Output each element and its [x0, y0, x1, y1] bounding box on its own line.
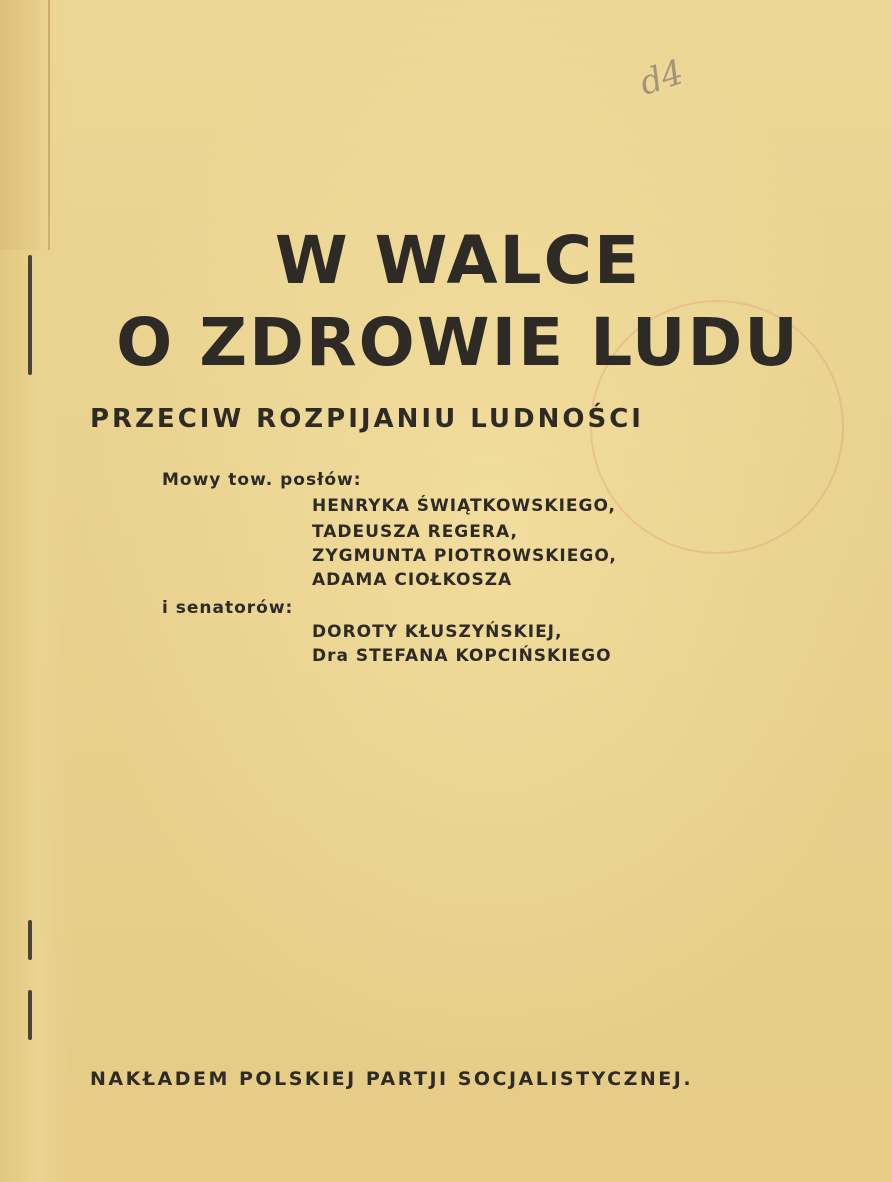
staple-lower: [28, 990, 32, 1040]
senator-name: Dra STEFANA KOPCIŃSKIEGO: [312, 646, 612, 666]
title-line-1: W WALCE: [274, 222, 642, 299]
torn-paper-edge: [0, 0, 50, 250]
deputy-name: ADAMA CIOŁKOSZA: [312, 570, 513, 590]
handwritten-pencil-note: d4: [634, 52, 689, 104]
staple-bottom: [28, 920, 32, 960]
deputy-name: HENRYKA ŚWIĄTKOWSKIEGO,: [312, 496, 616, 516]
speeches-label: Mowy tow. posłów:: [162, 470, 362, 490]
senator-name: DOROTY KŁUSZYŃSKIEJ,: [312, 622, 563, 642]
deputy-name: TADEUSZA REGERA,: [312, 522, 518, 542]
deputy-name: ZYGMUNTA PIOTROWSKIEGO,: [312, 546, 617, 566]
title-line-2: O ZDROWIE LUDU: [116, 304, 800, 381]
publisher-line: NAKŁADEM POLSKIEJ PARTJI SOCJALISTYCZNEJ.: [90, 1068, 694, 1090]
subtitle: PRZECIW ROZPIJANIU LUDNOŚCI: [90, 404, 644, 434]
senators-label: i senatorów:: [162, 598, 294, 618]
